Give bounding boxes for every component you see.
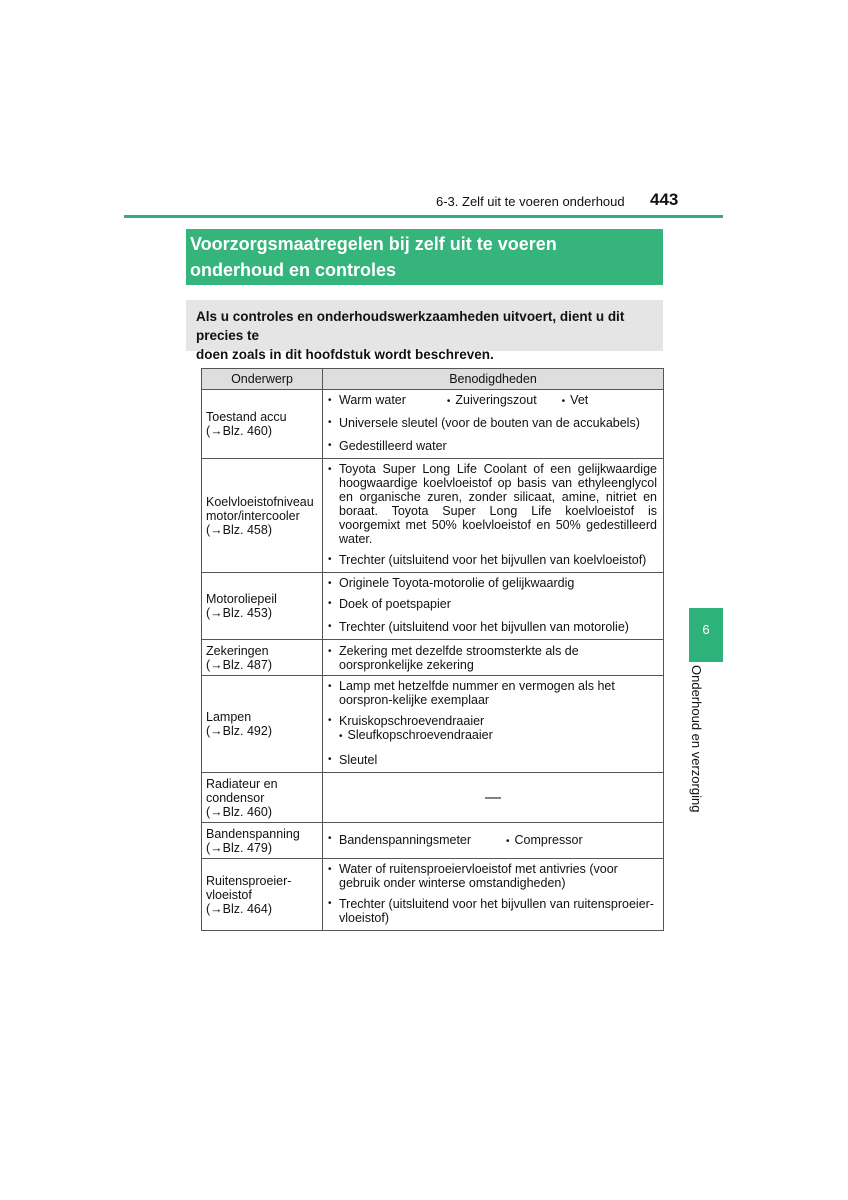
subject-line: Radiateur en [206,776,278,791]
header-divider [124,215,723,218]
list-item: • Zekering met dezelfde stroomsterkte als de oorspronkelijke zekering [323,641,663,675]
table-row [202,640,664,676]
supplies-cell [323,573,664,640]
supplies-cell [323,676,664,773]
subject-line: Koelvloeistofniveau [206,494,314,509]
subject-cell [202,859,323,931]
chapter-number: 6 [702,622,710,637]
subject-line: Zekeringen [206,643,269,658]
list-item: • Toyota Super Long Life Coolant of een gelijkwaardige hoogwaardige koelvloeistof op basis van ethyleenglycol en organische zuren, zonder silicaat, amine, nitriet en boraat. Toyota Super Long Life koelvloeistof is voorgemixt met 50% koelvloeistof en 50% gedestilleerd water. [323,459,663,549]
page-number: 443 [650,190,679,209]
list-item: • Kruiskopschroevendraaier • Sleufkopschroevendraaier [323,710,663,749]
subject-line: condensor [206,790,265,805]
page-title [186,229,663,285]
list-item: • Universele sleutel (voor de bouten van de accukabels) [323,412,663,435]
subject-line: Motoroliepeil [206,592,277,606]
list-item: • Originele Toyota-motorolie of gelijkwaardig [323,573,663,593]
subject-cell [202,773,323,823]
page-title-line1: Voorzorgsmaatregelen bij zelf uit te voeren [190,234,557,254]
supply-item: Kruiskopschroevendraaier [339,714,485,728]
chapter-tab [689,608,723,662]
subject-cell [202,823,323,859]
table-row [202,859,664,931]
subject-line: Lampen [206,710,252,724]
list-item: • Doek of poetspapier [323,593,663,616]
column-header-subject: Onderwerp [202,369,323,390]
subject-cell [202,573,323,640]
page-reference: (→Blz. 458) [206,522,272,537]
subject-line: Bandenspanning [206,826,300,841]
supply-item: Bandenspanningsmeter [339,832,472,847]
list-item: • Sleutel [323,749,663,772]
table-row [202,773,664,823]
section-title: 6-3. Zelf uit te voeren onderhoud [436,194,625,209]
page-reference: (→Blz. 492) [206,724,272,738]
page-reference: (→Blz. 479) [206,840,272,855]
subject-cell [202,640,323,676]
subject-line: Toestand accu [206,410,287,424]
supplies-cell [323,859,664,931]
subject-cell [202,459,323,573]
subject-cell [202,676,323,773]
intro-box [186,300,663,362]
table-row [202,573,664,640]
tools-table [201,368,664,931]
page-reference: (→Blz. 460) [206,804,272,819]
supply-item: Compressor [514,832,583,847]
supply-item: Sleufkopschroevendraaier [347,728,493,742]
table-row [202,390,664,459]
supplies-cell [323,823,664,859]
page-reference: (→Blz. 464) [206,901,272,916]
supply-item: Vet [570,393,589,407]
page-reference: (→Blz. 487) [206,657,272,672]
list-item: • Bandenspanningsmeter • Compressor [323,828,663,854]
list-item: • Gedestilleerd water [323,435,663,458]
table-row [202,676,664,773]
table-header-row [202,369,664,390]
supplies-cell [323,459,664,573]
intro-line1: Als u controles en onderhoudswerkzaamheden uitvoert, dient u dit precies te [196,309,625,343]
list-item: • Trechter (uitsluitend voor het bijvullen van ruitensproeier-vloeistof) [323,893,663,930]
table-row [202,459,664,573]
list-item: • Lamp met hetzelfde nummer en vermogen als het oorspron-kelijke exemplaar [323,676,663,710]
column-header-supplies: Benodigdheden [323,369,664,390]
supplies-cell [323,390,664,459]
subject-line: motor/intercooler [206,508,300,523]
intro-line2: doen zoals in dit hoofdstuk wordt beschreven. [196,347,494,362]
subject-line: Ruitensproeier- [206,873,292,888]
page-reference: (→Blz. 453) [206,606,272,620]
subject-cell [202,390,323,459]
chapter-title: Onderhoud en verzorging [689,665,704,813]
list-item: • Warm water • Zuiveringszout • Vet [323,390,663,412]
supplies-cell: — [323,773,664,823]
supply-item: Warm water [339,393,406,407]
page-title-line2: onderhoud en controles [190,260,397,280]
page-reference: (→Blz. 460) [206,424,272,438]
table-row [202,823,664,859]
list-item: • Trechter (uitsluitend voor het bijvullen van motorolie) [323,616,663,639]
chapter-label [688,665,708,825]
list-item: • Trechter (uitsluitend voor het bijvullen van koelvloeistof) [323,549,663,572]
list-item: • Water of ruitensproeiervloeistof met antivries (voor gebruik onder winterse omstandigheden) [323,859,663,893]
supply-item: Zuiveringszout [455,393,537,407]
subject-line: vloeistof [206,887,252,902]
supplies-cell [323,640,664,676]
